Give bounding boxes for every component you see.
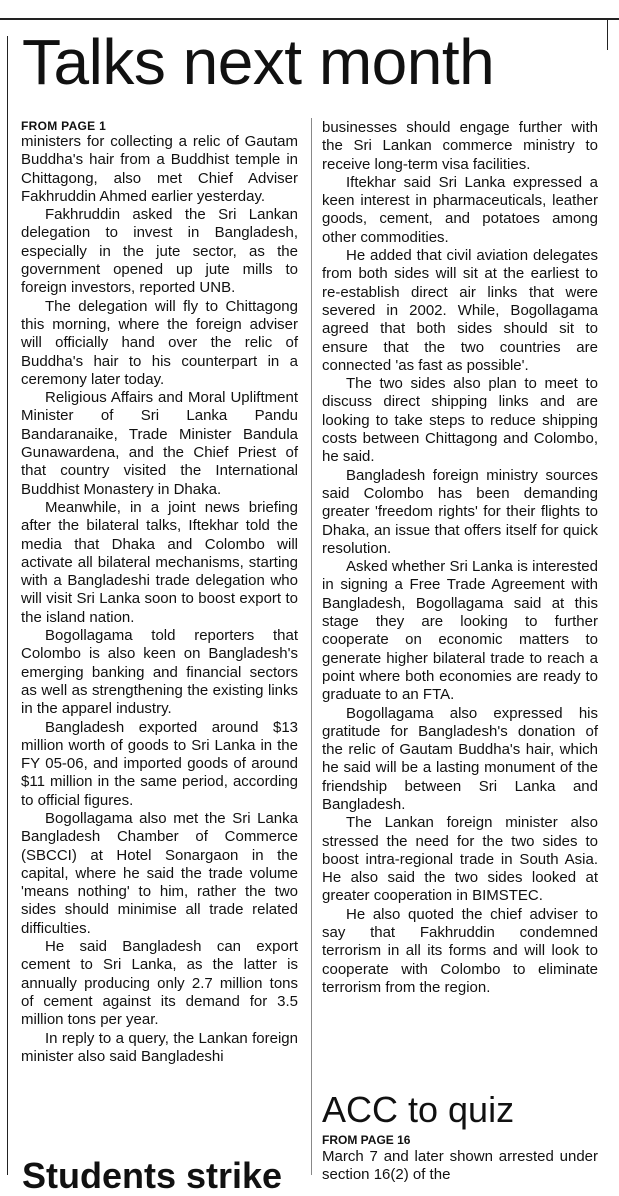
top-rule: [0, 0, 619, 20]
paragraph: Bogollagama also expressed his gratitude for Bangladesh's donation of the relic of Gautam Buddha's hair, which he said will be a lasting monument of the friendship between Sri Lanka and Bangladesh.: [322, 704, 598, 813]
paragraph: businesses should engage further with the Sri Lankan commerce ministry to receive long-term visa facilities.: [322, 119, 598, 173]
second-story-kicker: FROM PAGE 16: [322, 1133, 411, 1147]
paragraph: Asked whether Sri Lanka is interested in signing a Free Trade Agreement with Bangladesh, Bogollagama said at this stage they are looking to further cooperate on economic matters to generate higher bilateral trade to reach a point where both economies are ready to graduate to an FTA.: [322, 558, 598, 704]
second-story-text: March 7 and later shown arrested under section 16(2) of the: [322, 1148, 598, 1184]
frame-edge: [607, 20, 608, 50]
paragraph: Fakhruddin asked the Sri Lankan delegation to invest in Bangladesh, especially in the jute sector, as the government opened up jute mills to foreign investors, reported UNB.: [21, 206, 298, 297]
paragraph: The two sides also plan to meet to discuss direct shipping links and are looking to take steps to reduce shipping costs between Chittagong and Colombo, he said.: [322, 375, 598, 466]
paragraph: The delegation will fly to Chittagong this morning, where the foreign adviser will officially hand over the relic of Buddha's hair to his counterpart in a ceremony later today.: [21, 297, 298, 388]
left-border-rule: [7, 36, 8, 1175]
paragraph: Bangladesh exported around $13 million worth of goods to Sri Lanka in the FY 05-06, and imported goods of around $11 million in the same period, according to official figures.: [21, 718, 298, 809]
paragraph: Iftekhar said Sri Lanka expressed a keen interest in pharmaceuticals, leather goods, cement, and potatoes among other commodities.: [322, 173, 598, 246]
column-divider: [311, 118, 312, 1175]
paragraph: He said Bangladesh can export cement to Sri Lanka, as the latter is annually producing only 2.7 million tons of cement against its demand for 3.5 million tons per year.: [21, 938, 298, 1029]
second-story-headline: ACC to quiz: [322, 1089, 515, 1130]
right-column: [322, 119, 598, 997]
headline: Talks next month: [22, 26, 495, 98]
paragraph: Bogollagama also met the Sri Lanka Bangladesh Chamber of Commerce (SBCCI) at Hotel Sonargaon in the capital, where he said the trade volume 'means nothing' to him, rather the two sides should minimise all trade related difficulties.: [21, 809, 298, 937]
kicker: FROM PAGE 1: [21, 119, 107, 133]
paragraph: In reply to a query, the Lankan foreign minister also said Bangladeshi: [21, 1029, 298, 1065]
paragraph: ministers for collecting a relic of Gautam Buddha's hair from a Buddhist temple in Chittagong, also met Chief Adviser Fakhruddin Ahmed earlier yesterday.: [21, 133, 298, 205]
left-column: [21, 119, 298, 1066]
paragraph: He added that civil aviation delegates from both sides will sit at the earliest to re-establish direct air links that were severed in 2002. While, Bogollagama agreed that both sides should sit to ensure that the two countries are connected 'as fast as possible'.: [322, 247, 598, 374]
paragraph: Bangladesh foreign ministry sources said Colombo has been demanding greater 'freedom rights' for their flights to Dhaka, an issue that offers itself for quick resolution.: [322, 466, 598, 557]
paragraph: Religious Affairs and Moral Upliftment Minister of Sri Lanka Pandu Bandaranaike, Trade Minister Bandula Gunawardena, and the Chief Priest of that country visited the International Buddhist Monastery in Dhaka.: [21, 389, 298, 498]
paragraph: The Lankan foreign minister also stressed the need for the two sides to boost intra-regional trade in South Asia. He also said the two sides looked at greater cooperation in BIMSTEC.: [322, 814, 598, 905]
paragraph: Meanwhile, in a joint news briefing after the bilateral talks, Iftekhar told the media that Dhaka and Colombo will activate all bilateral mechanisms, starting with a Bangladeshi trade delegation who will visit Sri Lanka soon to boost export to the island nation.: [21, 498, 298, 626]
paragraph: Bogollagama told reporters that Colombo is also keen on Bangladesh's emerging banking and financial sectors as well as strengthening the existing links in the apparel industry.: [21, 627, 298, 718]
paragraph: He also quoted the chief adviser to say that Fakhruddin condemned terrorism in all its forms and will look to cooperate with Colombo to eliminate terrorism from the region.: [322, 905, 598, 996]
bottom-headline: Students strike: [22, 1155, 283, 1196]
